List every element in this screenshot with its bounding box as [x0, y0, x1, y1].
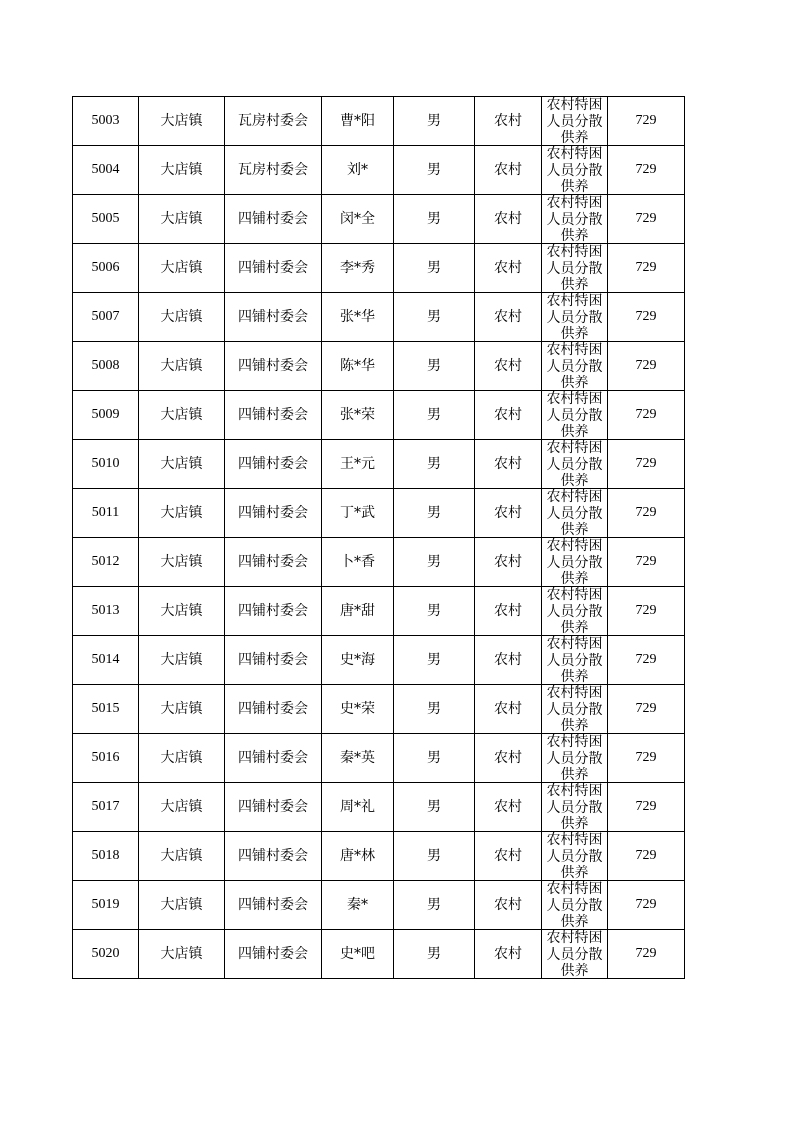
cell-gender: 男 [394, 195, 475, 244]
table-row [73, 538, 685, 587]
cell-town: 大店镇 [139, 783, 225, 832]
cell-amount: 729 [608, 636, 685, 685]
cell-id: 5012 [73, 538, 139, 587]
cell-gender: 男 [394, 734, 475, 783]
table-row [73, 881, 685, 930]
cell-category-text: 农村特困人员分散供养 [546, 440, 603, 487]
cell-name: 唐*林 [322, 832, 394, 881]
cell-town: 大店镇 [139, 244, 225, 293]
cell-village: 四铺村委会 [225, 685, 322, 734]
cell-name: 史*荣 [322, 685, 394, 734]
cell-amount: 729 [608, 391, 685, 440]
cell-name: 李*秀 [322, 244, 394, 293]
cell-gender: 男 [394, 685, 475, 734]
cell-category-text: 农村特困人员分散供养 [546, 930, 603, 977]
cell-gender: 男 [394, 244, 475, 293]
table-row [73, 146, 685, 195]
cell-town: 大店镇 [139, 587, 225, 636]
cell-gender: 男 [394, 832, 475, 881]
table-row [73, 734, 685, 783]
cell-village: 四铺村委会 [225, 391, 322, 440]
cell-amount: 729 [608, 195, 685, 244]
cell-amount: 729 [608, 685, 685, 734]
cell-village: 四铺村委会 [225, 293, 322, 342]
cell-category-text: 农村特困人员分散供养 [546, 195, 603, 242]
cell-gender: 男 [394, 440, 475, 489]
cell-town: 大店镇 [139, 685, 225, 734]
cell-amount: 729 [608, 146, 685, 195]
cell-id: 5017 [73, 783, 139, 832]
cell-town: 大店镇 [139, 832, 225, 881]
cell-village: 瓦房村委会 [225, 146, 322, 195]
table-row [73, 440, 685, 489]
cell-category [542, 489, 608, 538]
cell-id: 5013 [73, 587, 139, 636]
table-row [73, 244, 685, 293]
cell-village: 四铺村委会 [225, 636, 322, 685]
cell-category [542, 97, 608, 146]
cell-category [542, 244, 608, 293]
cell-id: 5014 [73, 636, 139, 685]
cell-category-text: 农村特困人员分散供养 [546, 587, 603, 634]
cell-town: 大店镇 [139, 538, 225, 587]
cell-area: 农村 [475, 195, 542, 244]
cell-village: 四铺村委会 [225, 734, 322, 783]
cell-id: 5020 [73, 930, 139, 979]
cell-area: 农村 [475, 881, 542, 930]
cell-name: 曹*阳 [322, 97, 394, 146]
cell-amount: 729 [608, 734, 685, 783]
table-row [73, 97, 685, 146]
cell-gender: 男 [394, 489, 475, 538]
cell-category-text: 农村特困人员分散供养 [546, 489, 603, 536]
cell-area: 农村 [475, 391, 542, 440]
cell-town: 大店镇 [139, 636, 225, 685]
cell-name: 唐*甜 [322, 587, 394, 636]
cell-category-text: 农村特困人员分散供养 [546, 783, 603, 830]
cell-category-text: 农村特困人员分散供养 [546, 342, 603, 389]
cell-id: 5016 [73, 734, 139, 783]
table-row [73, 930, 685, 979]
cell-category [542, 685, 608, 734]
cell-gender: 男 [394, 97, 475, 146]
cell-id: 5007 [73, 293, 139, 342]
cell-id: 5009 [73, 391, 139, 440]
cell-amount: 729 [608, 930, 685, 979]
cell-area: 农村 [475, 783, 542, 832]
cell-category-text: 农村特困人员分散供养 [546, 734, 603, 781]
cell-category-text: 农村特困人员分散供养 [546, 538, 603, 585]
cell-amount: 729 [608, 538, 685, 587]
cell-category [542, 440, 608, 489]
cell-category-text: 农村特困人员分散供养 [546, 391, 603, 438]
cell-id: 5006 [73, 244, 139, 293]
cell-name: 张*华 [322, 293, 394, 342]
table-row [73, 783, 685, 832]
cell-category [542, 881, 608, 930]
cell-area: 农村 [475, 440, 542, 489]
cell-village: 四铺村委会 [225, 440, 322, 489]
cell-name: 王*元 [322, 440, 394, 489]
cell-category [542, 783, 608, 832]
records-table-body [73, 97, 685, 979]
cell-id: 5015 [73, 685, 139, 734]
cell-amount: 729 [608, 832, 685, 881]
cell-amount: 729 [608, 97, 685, 146]
cell-area: 农村 [475, 538, 542, 587]
cell-gender: 男 [394, 391, 475, 440]
cell-id: 5003 [73, 97, 139, 146]
cell-gender: 男 [394, 293, 475, 342]
cell-area: 农村 [475, 244, 542, 293]
cell-gender: 男 [394, 783, 475, 832]
cell-village: 四铺村委会 [225, 783, 322, 832]
cell-area: 农村 [475, 489, 542, 538]
cell-gender: 男 [394, 881, 475, 930]
cell-village: 四铺村委会 [225, 832, 322, 881]
cell-id: 5008 [73, 342, 139, 391]
cell-area: 农村 [475, 636, 542, 685]
table-row [73, 587, 685, 636]
cell-area: 农村 [475, 97, 542, 146]
cell-id: 5005 [73, 195, 139, 244]
cell-village: 四铺村委会 [225, 587, 322, 636]
cell-name: 闵*全 [322, 195, 394, 244]
cell-category [542, 734, 608, 783]
cell-village: 四铺村委会 [225, 342, 322, 391]
table-row [73, 342, 685, 391]
cell-category [542, 195, 608, 244]
cell-village: 四铺村委会 [225, 195, 322, 244]
cell-gender: 男 [394, 342, 475, 391]
cell-category-text: 农村特困人员分散供养 [546, 685, 603, 732]
cell-category [542, 930, 608, 979]
cell-area: 农村 [475, 342, 542, 391]
cell-name: 周*礼 [322, 783, 394, 832]
cell-name: 刘* [322, 146, 394, 195]
cell-amount: 729 [608, 244, 685, 293]
cell-village: 四铺村委会 [225, 881, 322, 930]
cell-gender: 男 [394, 538, 475, 587]
cell-category [542, 391, 608, 440]
cell-amount: 729 [608, 587, 685, 636]
cell-gender: 男 [394, 146, 475, 195]
cell-category-text: 农村特困人员分散供养 [546, 293, 603, 340]
cell-name: 卜*香 [322, 538, 394, 587]
cell-town: 大店镇 [139, 930, 225, 979]
cell-area: 农村 [475, 293, 542, 342]
cell-town: 大店镇 [139, 440, 225, 489]
cell-category [542, 832, 608, 881]
table-row [73, 293, 685, 342]
cell-village: 四铺村委会 [225, 930, 322, 979]
table-row [73, 685, 685, 734]
cell-name: 秦* [322, 881, 394, 930]
cell-town: 大店镇 [139, 195, 225, 244]
cell-town: 大店镇 [139, 489, 225, 538]
cell-category [542, 636, 608, 685]
cell-name: 史*海 [322, 636, 394, 685]
cell-area: 农村 [475, 587, 542, 636]
table-row [73, 195, 685, 244]
cell-town: 大店镇 [139, 97, 225, 146]
cell-amount: 729 [608, 881, 685, 930]
table-row [73, 391, 685, 440]
cell-category [542, 538, 608, 587]
cell-name: 丁*武 [322, 489, 394, 538]
cell-amount: 729 [608, 440, 685, 489]
cell-name: 陈*华 [322, 342, 394, 391]
cell-id: 5010 [73, 440, 139, 489]
table-row [73, 832, 685, 881]
records-table [72, 96, 685, 979]
cell-area: 农村 [475, 146, 542, 195]
cell-gender: 男 [394, 587, 475, 636]
cell-village: 四铺村委会 [225, 244, 322, 293]
table-row [73, 489, 685, 538]
cell-area: 农村 [475, 930, 542, 979]
cell-id: 5011 [73, 489, 139, 538]
cell-village: 瓦房村委会 [225, 97, 322, 146]
cell-category-text: 农村特困人员分散供养 [546, 636, 603, 683]
cell-id: 5018 [73, 832, 139, 881]
cell-category [542, 293, 608, 342]
cell-category-text: 农村特困人员分散供养 [546, 881, 603, 928]
cell-category-text: 农村特困人员分散供养 [546, 832, 603, 879]
cell-town: 大店镇 [139, 293, 225, 342]
cell-town: 大店镇 [139, 342, 225, 391]
cell-name: 秦*英 [322, 734, 394, 783]
cell-name: 张*荣 [322, 391, 394, 440]
cell-category [542, 342, 608, 391]
cell-amount: 729 [608, 489, 685, 538]
cell-id: 5019 [73, 881, 139, 930]
cell-amount: 729 [608, 293, 685, 342]
cell-category-text: 农村特困人员分散供养 [546, 244, 603, 291]
cell-category-text: 农村特困人员分散供养 [546, 146, 603, 193]
cell-category [542, 146, 608, 195]
cell-town: 大店镇 [139, 146, 225, 195]
cell-village: 四铺村委会 [225, 489, 322, 538]
cell-area: 农村 [475, 685, 542, 734]
cell-town: 大店镇 [139, 881, 225, 930]
cell-area: 农村 [475, 734, 542, 783]
cell-village: 四铺村委会 [225, 538, 322, 587]
cell-town: 大店镇 [139, 734, 225, 783]
cell-gender: 男 [394, 636, 475, 685]
cell-area: 农村 [475, 832, 542, 881]
cell-id: 5004 [73, 146, 139, 195]
cell-amount: 729 [608, 342, 685, 391]
cell-category-text: 农村特困人员分散供养 [546, 97, 603, 144]
table-row [73, 636, 685, 685]
cell-gender: 男 [394, 930, 475, 979]
cell-amount: 729 [608, 783, 685, 832]
cell-category [542, 587, 608, 636]
cell-name: 史*吧 [322, 930, 394, 979]
cell-town: 大店镇 [139, 391, 225, 440]
